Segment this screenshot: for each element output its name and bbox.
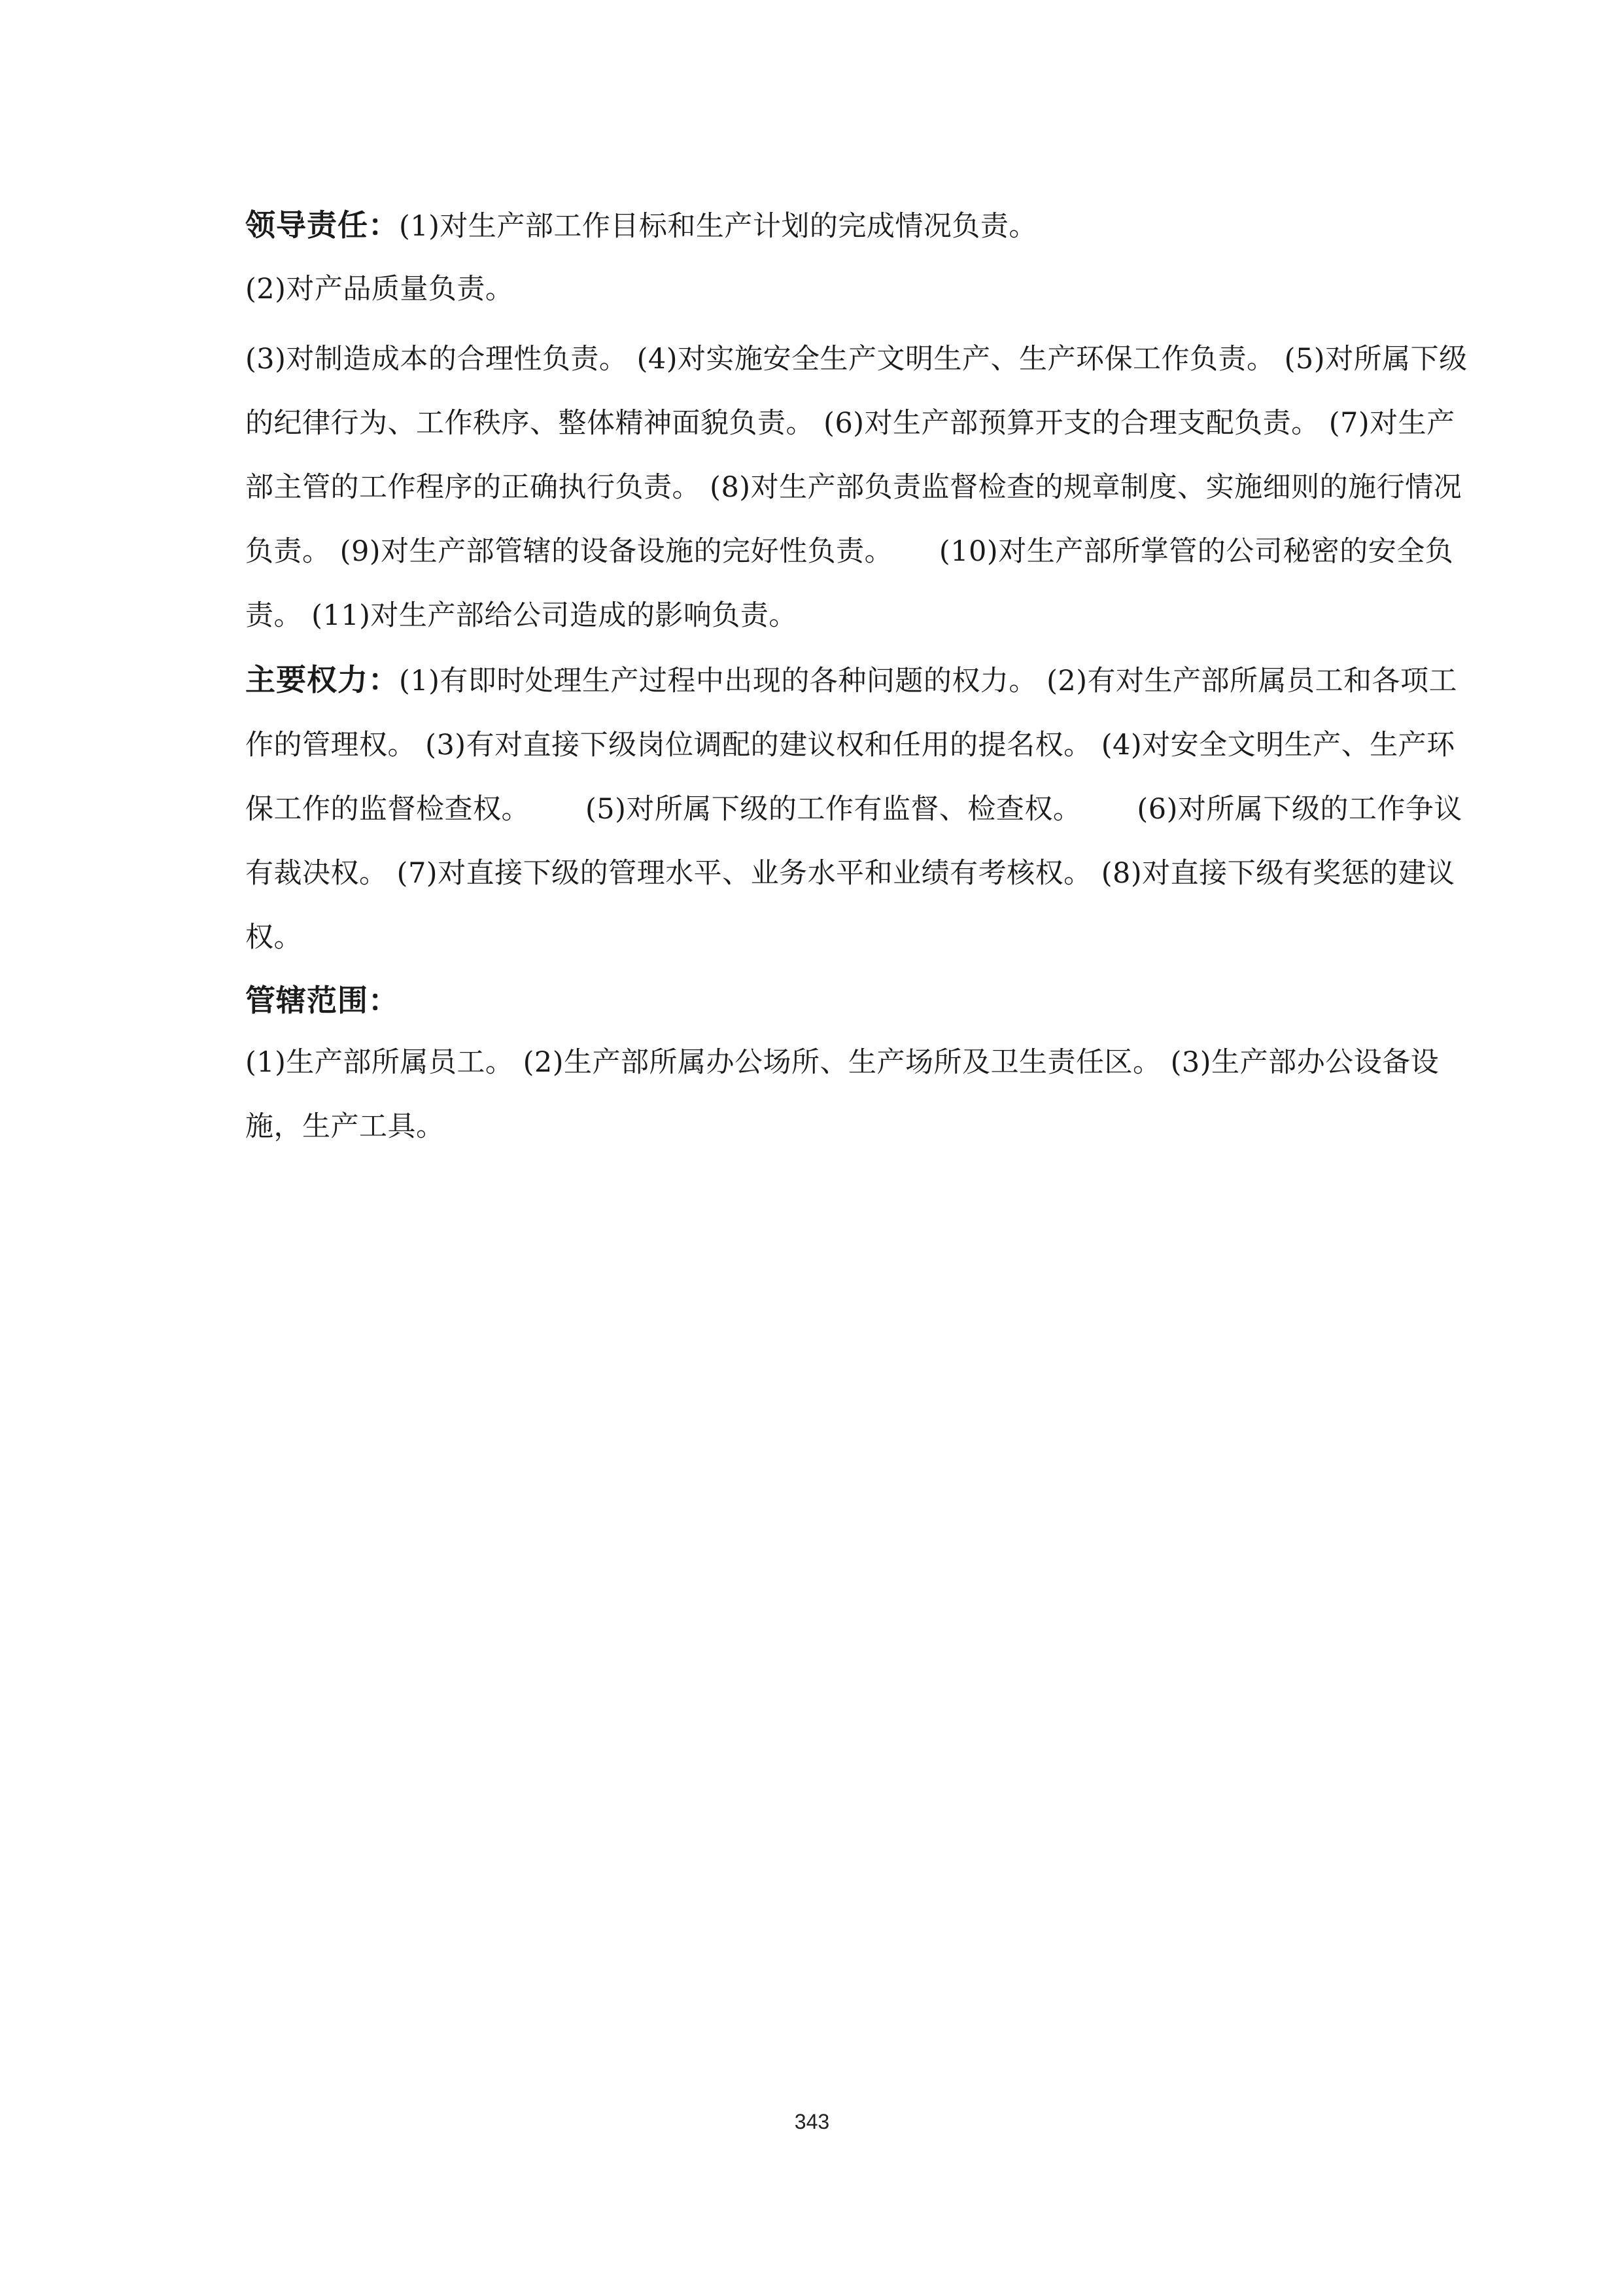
powers-heading: 主要权力： — [245, 662, 399, 697]
leadership-item-1: (1)对生产部工作目标和生产计划的完成情况负责。 — [399, 210, 1037, 243]
leadership-line-1 — [245, 193, 1475, 258]
leadership-line-2: (2)对产品质量负责。 — [245, 273, 514, 306]
leadership-paragraph: (3)对制造成本的合理性负责。 (4)对实施安全生产文明生产、生产环保工作负责。 (5)对所属下级的纪律行为、工作秩序、整体精神面貌负责。 (6)对生产部预算开支的合理支配负责。 (7)对生产部主管的工作程序的正确执行负责。 (8)对生产部负责监督检查的规章制度、实施细则的施行情况负责。 (9)对生产部管辖的设备设施的完好性负责。 (10)对生产部所掌管的公司秘密的安全负责。 (11)对生产部给公司造成的影响负责。 — [245, 343, 1468, 632]
powers-text: (1)有即时处理生产过程中出现的各种问题的权力。 (2)有对生产部所属员工和各项工作的管理权。 (3)有对直接下级岗位调配的建议权和任用的提名权。 (4)对安全文明生产、生产环保工作的监督检查权。 (5)对所属下级的工作有监督、检查权。 (6)对所属下级的工作争议有裁决权。 (7)对直接下级的管理水平、业务水平和业绩有考核权。 (8)对直接下级有奖惩的建议权。 — [245, 665, 1462, 954]
scope-paragraph: (1)生产部所属员工。 (2)生产部所属办公场所、生产场所及卫生责任区。 (3)生产部办公设备设施，生产工具。 — [245, 1046, 1440, 1143]
powers-paragraph — [245, 648, 1475, 970]
leadership-heading: 领导责任： — [245, 207, 399, 243]
page-number: 343 — [794, 2110, 830, 2133]
scope-heading: 管辖范围： — [245, 983, 399, 1018]
